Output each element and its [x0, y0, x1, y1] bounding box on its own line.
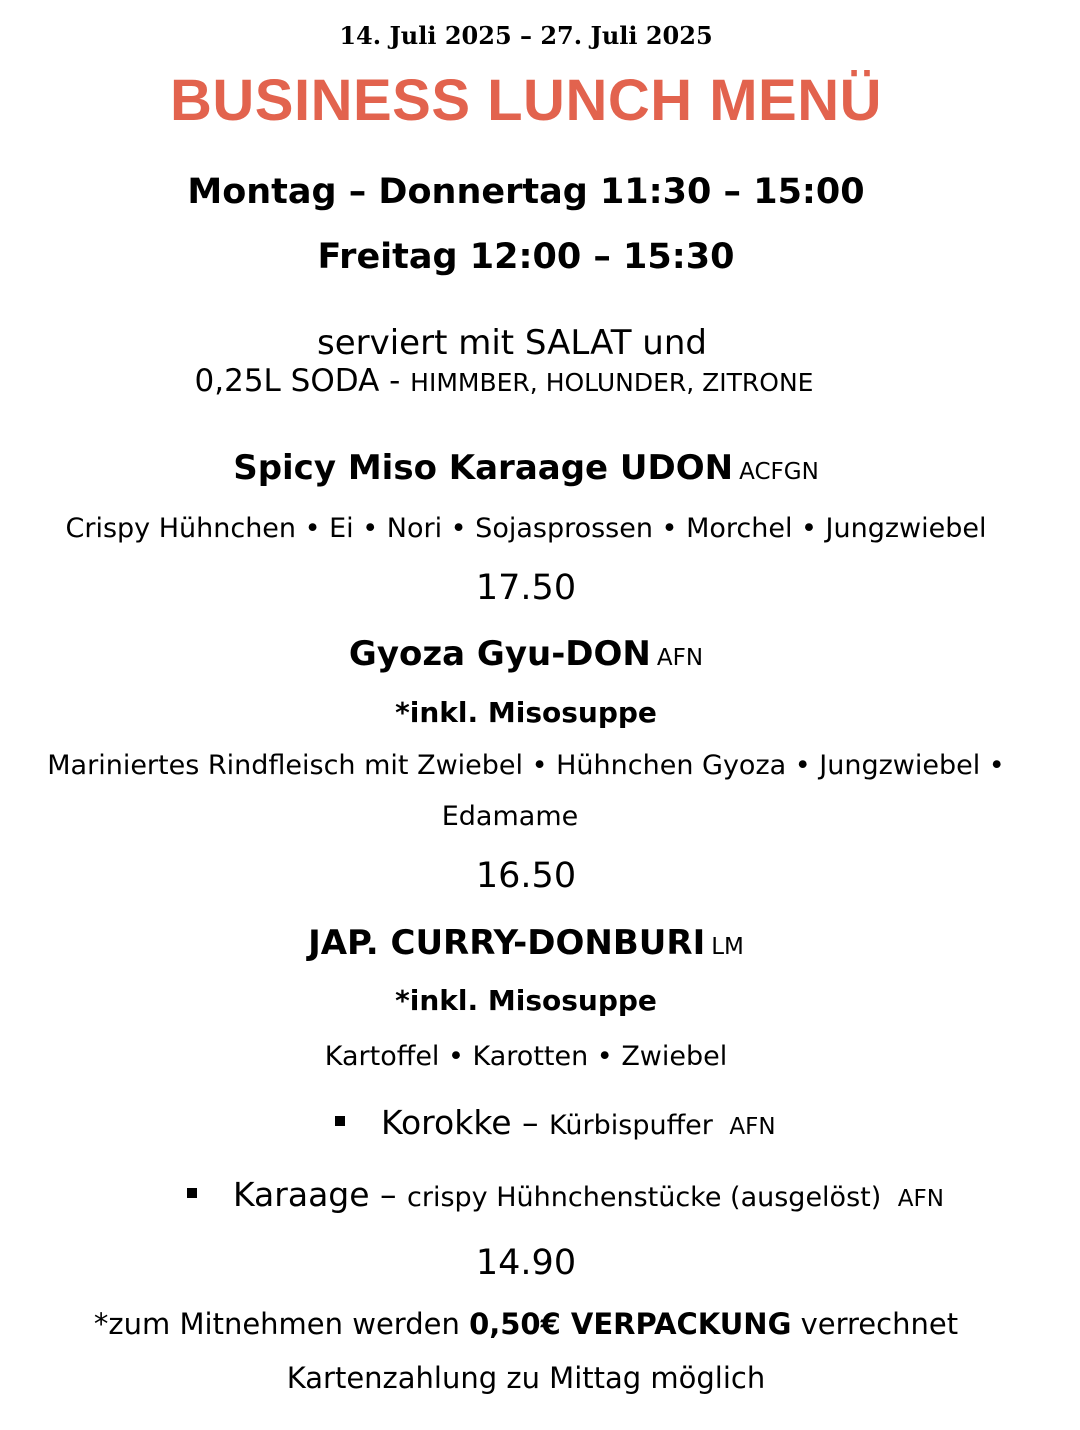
menu-title: BUSINESS LUNCH MENÜ: [170, 68, 882, 133]
hours-weekdays: Montag – Donnertag 11:30 – 15:00: [187, 172, 865, 212]
takeaway-note: [0, 1307, 1066, 1341]
dish-1-title: [0, 448, 1066, 488]
hours-friday: Freitag 12:00 – 15:30: [317, 237, 735, 277]
square-bullet-icon: [187, 1188, 197, 1198]
option-1-detail: Kürbispuffer: [549, 1110, 713, 1141]
card-payment-note: Kartenzahlung zu Mittag möglich: [286, 1361, 766, 1395]
soda-label: 0,25L SODA -: [194, 363, 411, 399]
option-2-detail: crispy Hühnchenstücke (ausgelöst): [407, 1182, 882, 1213]
dish-2-name: Gyoza Gyu-DON: [348, 634, 651, 674]
dish-2-description-line2: Edamame: [441, 801, 579, 832]
takeaway-fee: 0,50€ VERPACKUNG: [469, 1307, 792, 1341]
soda-flavors: HIMMBER, HOLUNDER, ZITRONE: [410, 368, 814, 397]
dish-1-price: 17.50: [475, 568, 577, 608]
dish-1-name: Spicy Miso Karaage UDON: [233, 448, 734, 488]
served-with-line2: [0, 363, 1044, 399]
option-1-label: Korokke –: [381, 1103, 550, 1142]
dish-2-allergens: AFN: [656, 645, 704, 671]
dish-3-price: 14.90: [475, 1243, 577, 1283]
dish-2-price: 16.50: [475, 856, 577, 896]
dish-3-title: [0, 923, 1066, 963]
takeaway-prefix: *zum Mitnehmen werden: [93, 1307, 470, 1341]
served-with-line1: serviert mit SALAT und: [317, 323, 707, 363]
dish-3-description: Kartoffel • Karotten • Zwiebel: [324, 1041, 728, 1072]
option-1-allergens: AFN: [729, 1114, 776, 1140]
dish-2-includes: *inkl. Misosuppe: [395, 696, 657, 729]
dish-2-description-line1: Mariniertes Rindfleisch mit Zwiebel • Hühnchen Gyoza • Jungzwiebel •: [47, 750, 1005, 781]
option-2-allergens: AFN: [897, 1186, 944, 1212]
dish-3-allergens: LM: [711, 934, 744, 960]
square-bullet-icon: [335, 1116, 345, 1126]
option-2-label: Karaage –: [233, 1175, 408, 1214]
dish-2-title: [0, 634, 1066, 674]
option-karaage: [187, 1175, 944, 1214]
dish-3-includes: *inkl. Misosuppe: [395, 984, 657, 1017]
dish-1-description: Crispy Hühnchen • Ei • Nori • Sojasprossen • Morchel • Jungzwiebel: [65, 513, 987, 544]
dish-1-allergens: ACFGN: [739, 459, 819, 485]
date-range: 14. Juli 2025 – 27. Juli 2025: [339, 21, 713, 50]
dish-3-name: JAP. CURRY-DONBURI: [308, 923, 706, 963]
option-korokke: [335, 1103, 776, 1142]
takeaway-suffix: verrechnet: [791, 1307, 959, 1341]
